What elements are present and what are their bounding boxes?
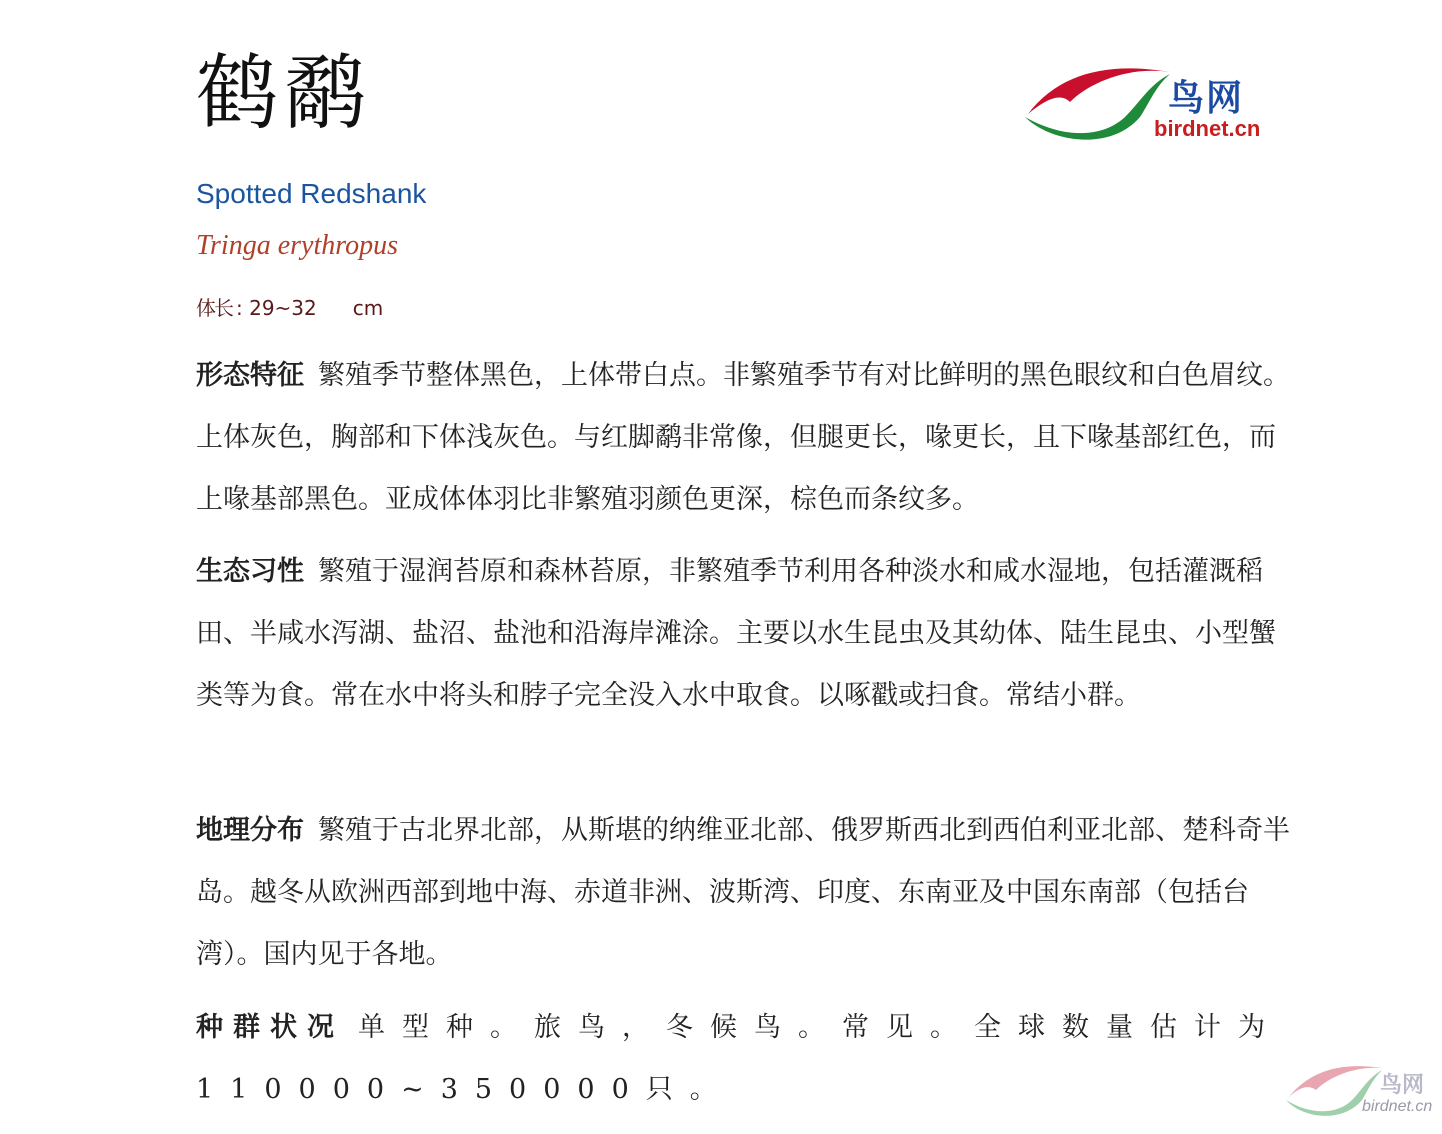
section-heading: 种群状况: [196, 1012, 344, 1043]
section-population: [196, 997, 1286, 1121]
watermark-en-text: birdnet.cn: [1362, 1098, 1433, 1115]
section-text: 繁殖于湿润苔原和森林苔原，非繁殖季节利用各种淡水和咸水湿地，包括灌溉稻田、半咸水泻湖、盐沼、盐池和沿海岸滩涂。主要以水生昆虫及其幼体、陆生昆虫、小型蟹类等为食。常在水中将头和脖子完全没入水中取食。以啄戳或扫食。常结小群。: [196, 556, 1276, 711]
watermark-cn-text: 鸟网: [1380, 1072, 1425, 1098]
logo-cn-text: 鸟网: [1168, 77, 1245, 119]
scientific-name: Tringa erythropus: [196, 230, 398, 261]
birdnet-logo: [1020, 62, 1260, 152]
section-heading: 生态习性: [196, 556, 304, 587]
section-text: 繁殖季节整体黑色，上体带白点。非繁殖季节有对比鲜明的黑色眼纹和白色眉纹。上体灰色，胸部和下体浅灰色。与红脚鹬非常像，但腿更长，喙更长，且下喙基部红色，而上喙基部黑色。亚成体体羽比非繁殖羽颜色更深，棕色而条纹多。: [196, 360, 1290, 515]
section-morphology: [196, 345, 1296, 531]
logo-en-text: birdnet.cn: [1154, 116, 1261, 141]
body-length-value: : 29~32: [236, 296, 317, 320]
section-heading: 形态特征: [196, 360, 304, 391]
swoosh-icon: [1282, 1062, 1382, 1126]
swoosh-icon: [1020, 62, 1170, 152]
body-length-label: 体长: [196, 296, 232, 320]
watermark-logo: [1282, 1062, 1438, 1126]
section-ecology: [196, 541, 1296, 727]
species-title: 鹤鹬: [196, 46, 373, 141]
section-text: 单型种。旅鸟，冬候鸟。常见。全球数量估计为110000~350000只。: [196, 1012, 1282, 1105]
section-distribution: [196, 800, 1296, 986]
section-heading: 地理分布: [196, 815, 304, 846]
english-name: Spotted Redshank: [196, 178, 427, 209]
body-length: [196, 292, 383, 321]
section-text: 繁殖于古北界北部，从斯堪的纳维亚北部、俄罗斯西北到西伯利亚北部、楚科奇半岛。越冬从欧洲西部到地中海、赤道非洲、波斯湾、印度、东南亚及中国东南部（包括台湾）。国内见于各地。: [196, 815, 1290, 970]
body-length-unit: cm: [352, 296, 384, 320]
